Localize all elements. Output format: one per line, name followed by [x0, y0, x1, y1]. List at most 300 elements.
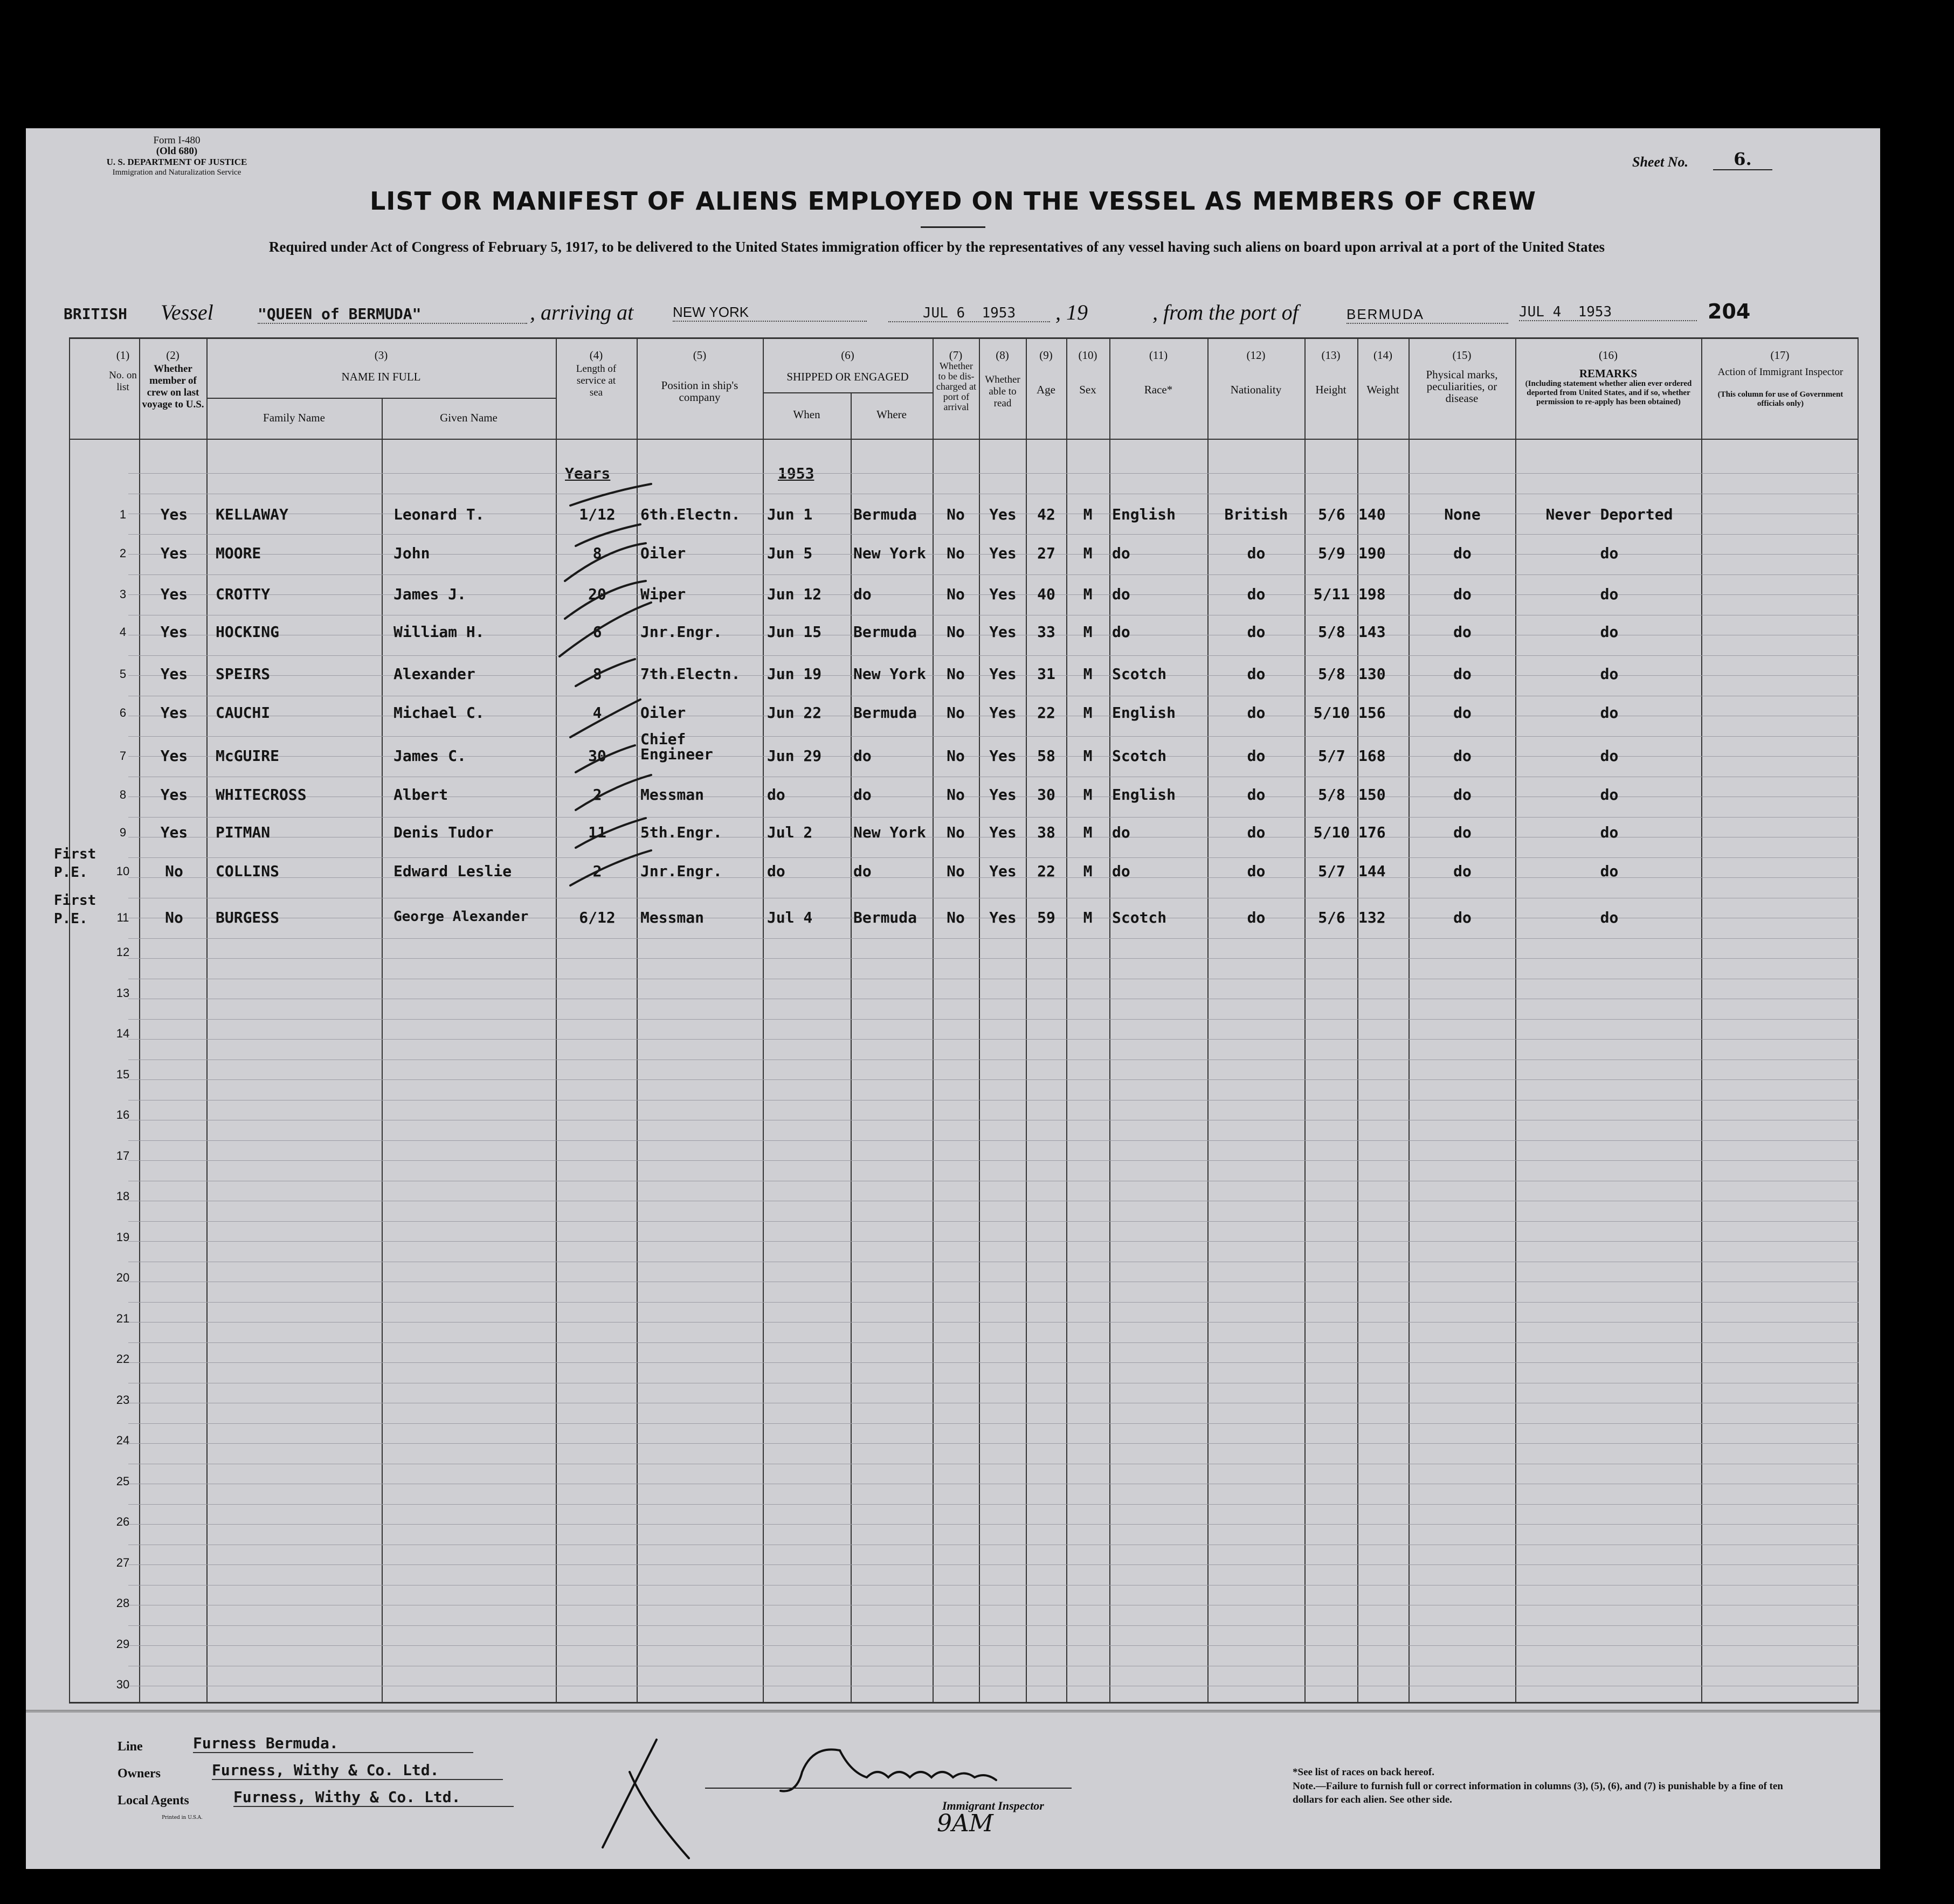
- cell-weight: 190: [1358, 544, 1386, 562]
- cell-where: Bermuda: [853, 704, 917, 722]
- col-divider: [139, 337, 140, 1704]
- cell-given: Albert: [393, 786, 448, 804]
- cell-marks: do: [1453, 786, 1472, 804]
- cell-position: Messman: [640, 786, 705, 804]
- row-number: 4: [119, 625, 127, 639]
- col4-number: (4): [589, 349, 603, 362]
- page-subtitle: Required under Act of Congress of February 5, 1917, to be delivered to the United States immigration officer by the representatives of any vessel having such aliens on board upon arrival at a port of the United States: [268, 239, 1605, 255]
- col16-subheader: (Including statement whether alien ever ordered deported from United States, and if so, whether permission to re-apply has been obtained): [1525, 379, 1692, 406]
- cell-remarks: Never Deported: [1545, 506, 1673, 523]
- col-divider: [1066, 337, 1067, 1704]
- cell-marks: do: [1453, 585, 1472, 603]
- cell-remarks: do: [1600, 786, 1619, 804]
- col17-number: (17): [1770, 349, 1790, 362]
- fine-note: Note.—Failure to furnish full or correct information in columns (3), (5), (6), and (7) is punishable by a fine of ten dollars for each alien. See other side.: [1293, 1781, 1783, 1805]
- ruled-line: [128, 1362, 1859, 1363]
- row-number: 8: [119, 788, 127, 801]
- cell-race: do: [1112, 623, 1130, 641]
- cell-family: PITMAN: [216, 823, 271, 841]
- cell-marks: do: [1453, 909, 1472, 926]
- cell-when: Jun 1: [767, 506, 813, 523]
- cell-age: 42: [1037, 506, 1055, 523]
- cell-disch: No: [947, 786, 965, 804]
- cell-service: 2: [592, 862, 602, 880]
- row-number: 5: [119, 667, 127, 681]
- cell-service: 6/12: [579, 909, 616, 926]
- ruled-line: [128, 857, 1859, 858]
- years-subheader: Years: [565, 465, 611, 482]
- cell-position: 7th.Electn.: [640, 665, 741, 683]
- cell-age: 59: [1037, 909, 1055, 926]
- cell-given: Denis Tudor: [393, 823, 494, 841]
- vessel-label: Vessel: [161, 300, 213, 324]
- arriving-label: , arriving at: [530, 300, 634, 324]
- col8-number: (8): [996, 349, 1009, 362]
- col-divider: [1026, 337, 1027, 1704]
- row-number: 6: [119, 706, 127, 719]
- ruled-line: [128, 1302, 1859, 1303]
- cell-where: New York: [853, 665, 926, 683]
- ruled-line: [128, 655, 1859, 656]
- ruled-line: [128, 1322, 1859, 1323]
- cell-remarks: do: [1600, 823, 1619, 841]
- sheet-label: Sheet No.: [1632, 154, 1688, 170]
- cell-service: 6: [592, 623, 602, 641]
- cell-position: Messman: [640, 909, 705, 926]
- cell-where: do: [853, 585, 872, 603]
- cell-prev: Yes: [160, 823, 188, 841]
- name-subrule: [206, 398, 556, 399]
- manifest-number: 204: [1708, 300, 1751, 323]
- row-number: 23: [116, 1393, 130, 1407]
- line-label: Line: [118, 1740, 143, 1754]
- cell-where: do: [853, 747, 872, 765]
- cell-service: 1/12: [579, 506, 616, 523]
- cell-read: Yes: [989, 786, 1017, 804]
- cell-sex: M: [1083, 585, 1093, 603]
- cell-service: 20: [588, 585, 606, 603]
- row-number: 26: [116, 1515, 130, 1528]
- row-number: 14: [116, 1027, 130, 1040]
- line-value: Furness Bermuda.: [193, 1734, 473, 1753]
- cell-when: Jul 2: [767, 823, 813, 841]
- col6-header: SHIPPED OR ENGAGED: [786, 370, 909, 383]
- sheet-number: 6.: [1713, 149, 1772, 170]
- cell-given: John: [393, 544, 430, 562]
- row-number: 10: [116, 864, 130, 878]
- col7-header: Whether to be dis-charged at port of arrival: [936, 361, 977, 412]
- cell-where: do: [853, 862, 872, 880]
- cell-age: 33: [1037, 623, 1055, 641]
- cell-family: CROTTY: [216, 585, 271, 603]
- cell-weight: 198: [1358, 585, 1386, 603]
- cell-age: 58: [1037, 747, 1055, 765]
- col11-number: (11): [1149, 349, 1168, 362]
- col-divider: [382, 398, 383, 1704]
- col-divider: [1701, 337, 1702, 1704]
- cell-marks: do: [1453, 544, 1472, 562]
- cell-height: 5/8: [1318, 786, 1345, 804]
- cell-remarks: do: [1600, 585, 1619, 603]
- row-number: 20: [116, 1271, 130, 1284]
- shipped-subrule: [763, 392, 933, 393]
- cell-family: HOCKING: [216, 623, 280, 641]
- cell-nat: do: [1247, 623, 1266, 641]
- time-note: 9AM: [937, 1810, 993, 1837]
- col9-number: (9): [1039, 349, 1053, 362]
- cell-remarks: do: [1600, 544, 1619, 562]
- cell-sex: M: [1083, 786, 1093, 804]
- row-number: 13: [116, 986, 130, 1000]
- cell-read: Yes: [989, 623, 1017, 641]
- row-number: 29: [116, 1637, 130, 1651]
- row-number: 7: [119, 749, 127, 763]
- owners-label: Owners: [118, 1767, 161, 1781]
- row-number: 12: [116, 945, 130, 959]
- cell-read: Yes: [989, 909, 1017, 926]
- cell-marks: do: [1453, 823, 1472, 841]
- col-divider: [979, 337, 980, 1704]
- cell-read: Yes: [989, 823, 1017, 841]
- col5-header: Position in ship's company: [661, 379, 738, 404]
- col-divider: [1408, 337, 1410, 1704]
- cell-height: 5/7: [1318, 862, 1345, 880]
- year-label: , 19: [1055, 300, 1088, 324]
- cell-position: Oiler: [640, 544, 686, 562]
- col16-header: REMARKS: [1579, 367, 1638, 380]
- cell-service: 11: [588, 823, 606, 841]
- cell-family: MOORE: [216, 544, 261, 562]
- col6-number: (6): [841, 349, 854, 362]
- ruled-line: [128, 736, 1859, 737]
- ruled-line: [128, 1443, 1859, 1444]
- cell-when: Jul 4: [767, 909, 813, 926]
- form-old-number: (Old 680): [156, 146, 198, 157]
- cell-service: 30: [588, 747, 606, 765]
- cell-prev: Yes: [160, 665, 188, 683]
- cell-height: 5/9: [1318, 544, 1345, 562]
- cell-where: Bermuda: [853, 909, 917, 926]
- agents-label: Local Agents: [118, 1794, 189, 1808]
- cell-height: 5/10: [1313, 704, 1350, 722]
- check-marks: [543, 473, 683, 1071]
- cell-sex: M: [1083, 823, 1093, 841]
- cell-position: Wiper: [640, 585, 686, 603]
- ruled-line: [128, 1221, 1859, 1222]
- cell-when: Jun 19: [767, 665, 822, 683]
- cell-prev: No: [165, 909, 183, 926]
- cell-position: Jnr.Engr.: [640, 862, 722, 880]
- cell-nat: do: [1247, 747, 1266, 765]
- cell-when: Jun 22: [767, 704, 822, 722]
- cell-given: Leonard T.: [393, 506, 485, 523]
- ruled-line: [128, 1524, 1859, 1525]
- cell-sex: M: [1083, 862, 1093, 880]
- cell-when: Jun 15: [767, 623, 822, 641]
- row-number: 16: [116, 1108, 130, 1121]
- cell-family: COLLINS: [216, 862, 280, 880]
- row-number: 9: [119, 826, 127, 839]
- agents-value: Furness, Withy & Co. Ltd.: [233, 1788, 514, 1807]
- cell-disch: No: [947, 544, 965, 562]
- col5-number: (5): [693, 349, 707, 362]
- cell-sex: M: [1083, 544, 1093, 562]
- cell-race: do: [1112, 823, 1130, 841]
- ruled-line: [128, 1241, 1859, 1242]
- cell-prev: Yes: [160, 747, 188, 765]
- departure-date: JUL 4 1953: [1519, 304, 1697, 321]
- cell-prev: Yes: [160, 623, 188, 641]
- row-number: 15: [116, 1067, 130, 1081]
- races-note: *See list of races on back hereof.: [1293, 1767, 1434, 1778]
- cell-nat: British: [1224, 506, 1288, 523]
- row-note: First P.E.: [54, 846, 105, 881]
- table-frame: [69, 337, 1859, 1704]
- cell-disch: No: [947, 747, 965, 765]
- cell-nat: do: [1247, 585, 1266, 603]
- department: U. S. DEPARTMENT OF JUSTICE: [106, 157, 247, 167]
- cell-weight: 168: [1358, 747, 1386, 765]
- cell-position: Jnr.Engr.: [640, 623, 722, 641]
- row-number: 24: [116, 1434, 130, 1447]
- cell-nat: do: [1247, 823, 1266, 841]
- cell-where: New York: [853, 823, 926, 841]
- cell-weight: 130: [1358, 665, 1386, 683]
- cell-given: Alexander: [393, 665, 475, 683]
- cell-given: James J.: [393, 585, 466, 603]
- cell-read: Yes: [989, 585, 1017, 603]
- row-note: First P.E.: [54, 892, 105, 927]
- cell-race: Scotch: [1112, 909, 1167, 926]
- col13-number: (13): [1321, 349, 1341, 362]
- service: Immigration and Naturalization Service: [112, 168, 241, 177]
- cell-prev: Yes: [160, 704, 188, 722]
- owners-value: Furness, Withy & Co. Ltd.: [212, 1761, 503, 1780]
- cell-prev: Yes: [160, 544, 188, 562]
- col7-number: (7): [949, 349, 963, 362]
- col-divider: [1207, 337, 1209, 1704]
- ruled-line: [128, 574, 1859, 575]
- cell-race: English: [1112, 506, 1176, 523]
- cell-where: do: [853, 786, 872, 804]
- page-title: LIST OR MANIFEST OF ALIENS EMPLOYED ON THE VESSEL AS MEMBERS OF CREW: [369, 186, 1536, 216]
- cell-weight: 143: [1358, 623, 1386, 641]
- cell-height: 5/11: [1313, 585, 1350, 603]
- col3-family-header: Family Name: [263, 411, 325, 424]
- cell-when: Jun 5: [767, 544, 813, 562]
- cell-race: do: [1112, 585, 1130, 603]
- header-bottom-rule: [69, 439, 1859, 440]
- cell-given: George Alexander: [393, 909, 529, 925]
- cell-age: 22: [1037, 862, 1055, 880]
- col1-header: No. on list: [109, 370, 137, 393]
- title-rule: [921, 226, 985, 228]
- ruled-line: [128, 534, 1859, 535]
- row-number: 30: [116, 1678, 130, 1691]
- cell-family: CAUCHI: [216, 704, 271, 722]
- printer-mark: Printed in U.S.A.: [162, 1815, 203, 1820]
- cell-read: Yes: [989, 862, 1017, 880]
- col-divider: [1304, 337, 1306, 1704]
- cell-weight: 144: [1358, 862, 1386, 880]
- manifest-sheet: [26, 128, 1880, 1869]
- cell-when: Jun 29: [767, 747, 822, 765]
- col-divider: [851, 392, 852, 1704]
- row-number: 11: [116, 911, 129, 924]
- col15-header: Physical marks, peculiarities, or disease: [1426, 368, 1498, 405]
- col8-header: Whether able to read: [985, 374, 1020, 409]
- cell-disch: No: [947, 665, 965, 683]
- cell-remarks: do: [1600, 909, 1619, 926]
- ruled-line: [128, 1160, 1859, 1161]
- col17-header: Action of Immigrant Inspector: [1717, 366, 1843, 378]
- cell-height: 5/10: [1313, 823, 1350, 841]
- cell-read: Yes: [989, 665, 1017, 683]
- cell-read: Yes: [989, 506, 1017, 523]
- ruled-line: [128, 1645, 1859, 1646]
- row-number: 2: [119, 546, 127, 560]
- row-number: 25: [116, 1474, 130, 1488]
- cell-read: Yes: [989, 747, 1017, 765]
- cell-race: Scotch: [1112, 665, 1167, 683]
- year-subheader: 1953: [778, 465, 814, 482]
- cell-height: 5/8: [1318, 665, 1345, 683]
- handwritten-x: [570, 1734, 710, 1864]
- cell-sex: M: [1083, 623, 1093, 641]
- cell-age: 40: [1037, 585, 1055, 603]
- cell-family: WHITECROSS: [216, 786, 307, 804]
- col1-number: (1): [116, 349, 130, 362]
- row-number: 21: [116, 1311, 130, 1325]
- cell-nat: do: [1247, 909, 1266, 926]
- ruled-line: [128, 473, 1859, 474]
- ruled-line: [128, 1564, 1859, 1565]
- cell-disch: No: [947, 823, 965, 841]
- col-divider: [206, 337, 208, 1704]
- col12-number: (12): [1246, 349, 1266, 362]
- cell-race: Scotch: [1112, 747, 1167, 765]
- ruled-line: [128, 938, 1859, 939]
- cell-remarks: do: [1600, 704, 1619, 722]
- col-divider: [763, 337, 764, 1704]
- flag: BRITISH: [64, 305, 128, 323]
- col14-header: Weight: [1366, 383, 1399, 396]
- cell-position: 6th.Electn.: [640, 506, 741, 523]
- cell-disch: No: [947, 623, 965, 641]
- vessel-name: "QUEEN of BERMUDA": [258, 305, 527, 324]
- col-divider: [1109, 337, 1110, 1704]
- ruled-line: [128, 1625, 1859, 1626]
- cell-marks: do: [1453, 747, 1472, 765]
- cell-nat: do: [1247, 544, 1266, 562]
- cell-nat: do: [1247, 862, 1266, 880]
- cell-disch: No: [947, 585, 965, 603]
- col6-when-header: When: [793, 408, 820, 421]
- cell-service: 2: [592, 786, 602, 804]
- cell-height: 5/8: [1318, 623, 1345, 641]
- row-number: 19: [116, 1230, 130, 1244]
- row-number: 3: [119, 587, 127, 601]
- arrival-date: JUL 6 1953: [888, 305, 1050, 322]
- col16-number: (16): [1599, 349, 1618, 362]
- col12-header: Nationality: [1230, 383, 1282, 396]
- row-number: 28: [116, 1596, 130, 1610]
- cell-weight: 150: [1358, 786, 1386, 804]
- cell-marks: do: [1453, 862, 1472, 880]
- cell-where: Bermuda: [853, 623, 917, 641]
- cell-when: Jun 12: [767, 585, 822, 603]
- col-divider: [1515, 337, 1516, 1704]
- cell-age: 38: [1037, 823, 1055, 841]
- cell-prev: Yes: [160, 506, 188, 523]
- arrival-port: NEW YORK: [673, 304, 867, 322]
- cell-age: 30: [1037, 786, 1055, 804]
- col10-number: (10): [1078, 349, 1097, 362]
- cell-nat: do: [1247, 704, 1266, 722]
- footer-top-rule: [26, 1710, 1880, 1712]
- cell-given: William H.: [393, 623, 485, 641]
- col15-number: (15): [1452, 349, 1472, 362]
- col2-number: (2): [166, 349, 179, 362]
- cell-sex: M: [1083, 909, 1093, 926]
- cell-marks: do: [1453, 704, 1472, 722]
- cell-race: do: [1112, 862, 1130, 880]
- cell-remarks: do: [1600, 665, 1619, 683]
- col4-header: Length of service at sea: [576, 363, 617, 398]
- departure-port: BERMUDA: [1347, 306, 1508, 324]
- from-label: , from the port of: [1152, 300, 1299, 324]
- cell-marks: None: [1444, 506, 1481, 523]
- cell-race: do: [1112, 544, 1130, 562]
- cell-marks: do: [1453, 665, 1472, 683]
- cell-when: do: [767, 862, 785, 880]
- cell-where: New York: [853, 544, 926, 562]
- cell-position: Oiler: [640, 704, 686, 722]
- ruled-line: [128, 1079, 1859, 1080]
- ruled-line: [128, 1019, 1859, 1020]
- cell-prev: No: [165, 862, 183, 880]
- cell-disch: No: [947, 862, 965, 880]
- col11-header: Race*: [1144, 383, 1173, 396]
- cell-family: BURGESS: [216, 909, 280, 926]
- cell-marks: do: [1453, 623, 1472, 641]
- cell-when: do: [767, 786, 785, 804]
- cell-sex: M: [1083, 506, 1093, 523]
- inspector-label: Immigrant Inspector: [942, 1799, 1044, 1812]
- col9-header: Age: [1037, 383, 1055, 396]
- cell-given: James C.: [393, 747, 466, 765]
- cell-service: 8: [592, 544, 602, 562]
- cell-race: English: [1112, 786, 1176, 804]
- cell-disch: No: [947, 909, 965, 926]
- col3-number: (3): [374, 349, 388, 362]
- col14-number: (14): [1373, 349, 1392, 362]
- row-number: 27: [116, 1555, 130, 1569]
- row-number: 22: [116, 1352, 130, 1366]
- ruled-line: [128, 958, 1859, 959]
- cell-sex: M: [1083, 747, 1093, 765]
- cell-weight: 132: [1358, 909, 1386, 926]
- cell-nat: do: [1247, 786, 1266, 804]
- form-number: Form I-480: [153, 135, 201, 146]
- col2-header: Whether member of crew on last voyage to U.S.: [142, 363, 204, 410]
- cell-where: Bermuda: [853, 506, 917, 523]
- cell-disch: No: [947, 704, 965, 722]
- ruled-line: [128, 1342, 1859, 1343]
- cell-height: 5/7: [1318, 747, 1345, 765]
- cell-given: Edward Leslie: [393, 862, 512, 880]
- col3-given-header: Given Name: [440, 411, 498, 424]
